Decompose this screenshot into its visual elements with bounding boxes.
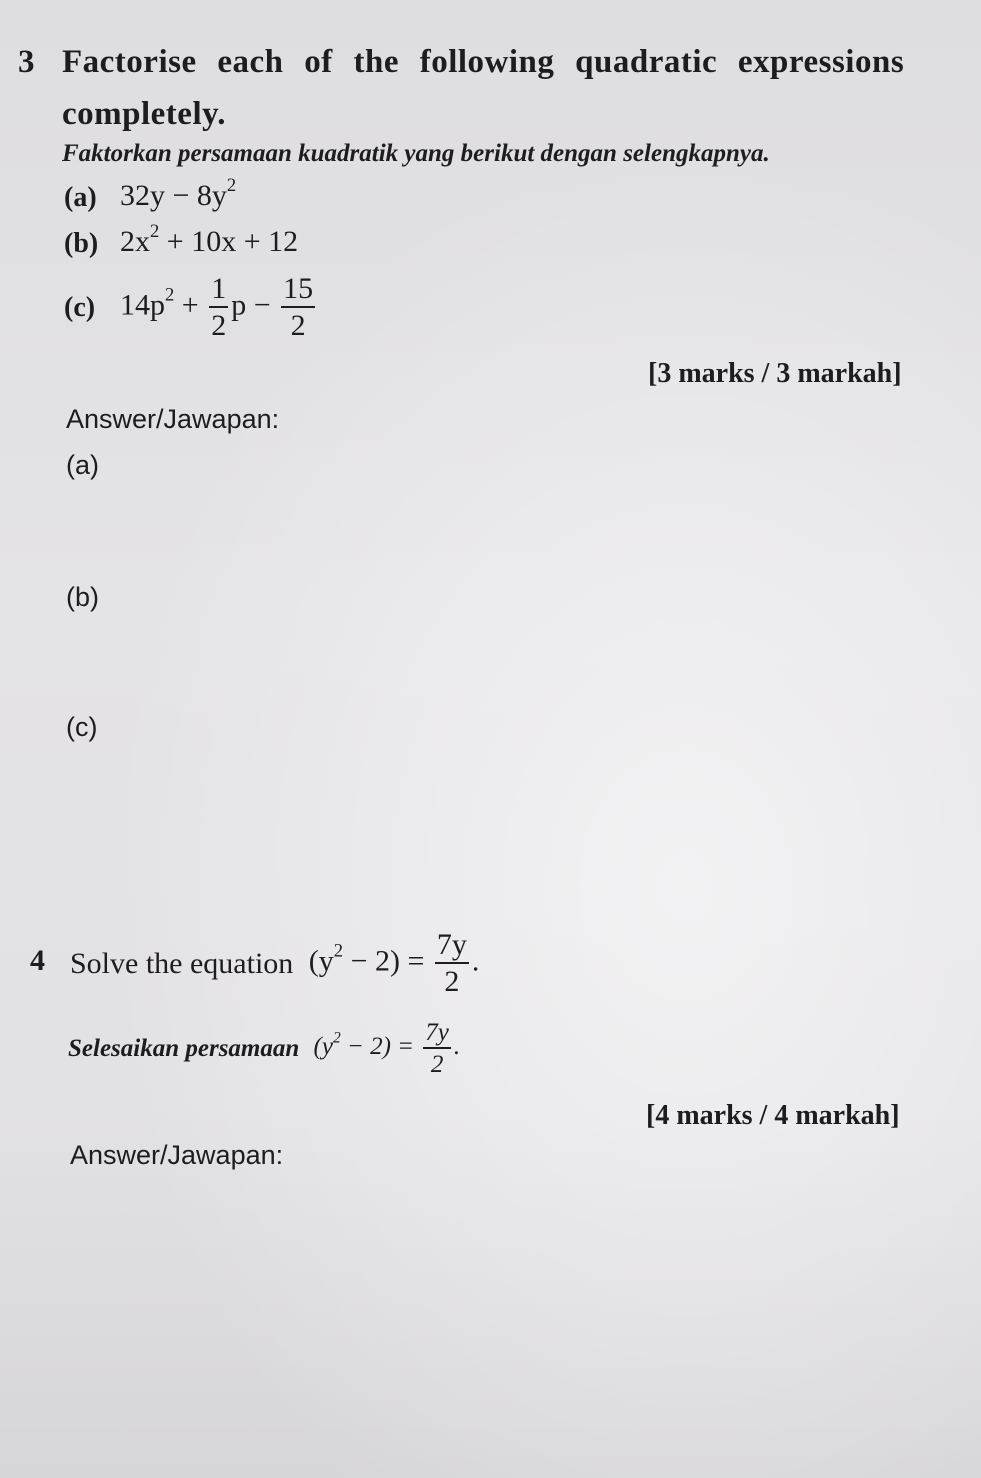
q4-eq-den: 2 [444, 965, 460, 998]
q4-eq-lhs: (y [308, 944, 334, 978]
part-b-expression [120, 221, 299, 259]
answer-part-a-label: (a) [66, 450, 99, 480]
answer-part-c-label: (c) [66, 712, 98, 742]
part-c-term1: 14p [120, 288, 165, 322]
question-4-instruction: Solve the equation [70, 946, 294, 980]
q4-ms-eq-lhs-end: − 2) = [346, 1033, 415, 1061]
q4-eq-lhs-end: − 2) = [350, 944, 425, 978]
part-c-frac2-num: 15 [281, 274, 315, 308]
question-3-number: 3 [18, 44, 35, 80]
question-4-equation-ms [314, 1020, 461, 1077]
question-3-marks: [3 marks / 3 markah] [648, 358, 902, 389]
question-4-number: 4 [30, 944, 45, 977]
part-c-minus: − [253, 288, 271, 322]
question-4-instruction-line [70, 930, 479, 997]
q4-ms-eq-end: . [453, 1033, 461, 1061]
q4-eq-end: . [471, 944, 480, 978]
question-3-instruction-line1: Factorise each of the following quadratic expressions [62, 44, 905, 80]
question-4-instruction-ms: Selesaikan persamaan [68, 1034, 300, 1062]
q4-eq-num: 7y [435, 930, 469, 964]
part-b-expr2: + 10x + 12 [166, 225, 299, 258]
answer-part-b-label: (b) [66, 582, 99, 612]
part-a-expression [120, 175, 237, 213]
part-c-var: p [231, 288, 247, 322]
question-4-instruction-ms-line [68, 1020, 460, 1077]
question-3-instruction-ms: Faktorkan persamaan kuadratik yang berikut dengan selengkapnya. [62, 140, 770, 167]
question-4-answer-label: Answer/Jawapan: [70, 1140, 284, 1170]
q4-ms-eq-fraction [423, 1020, 451, 1077]
part-b-label: (b) [64, 228, 99, 259]
part-b-expr1: 2x [120, 225, 150, 258]
part-c-fraction-1 [209, 274, 228, 341]
part-a-label: (a) [64, 182, 97, 213]
q4-ms-eq-lhs: (y [313, 1033, 333, 1061]
part-c-expression [120, 274, 318, 341]
part-b-exponent: 2 [150, 221, 160, 243]
part-c-exponent: 2 [165, 284, 175, 306]
question-4-equation [309, 930, 480, 997]
part-c-frac2-den: 2 [290, 309, 306, 342]
question-3-instruction-line2: completely. [62, 96, 227, 132]
q4-ms-eq-exp: 2 [332, 1029, 341, 1047]
part-a-expr: 32y − 8y [120, 179, 227, 212]
part-c-plus: + [181, 288, 199, 322]
q4-ms-eq-num: 7y [423, 1020, 451, 1049]
part-c-frac1-den: 2 [211, 309, 227, 342]
q4-eq-exp: 2 [333, 940, 344, 962]
part-c-frac1-num: 1 [209, 274, 228, 308]
question-3-answer-label: Answer/Jawapan: [66, 404, 280, 434]
part-a-exponent: 2 [226, 175, 237, 197]
part-c-label: (c) [64, 292, 96, 323]
q4-ms-eq-den: 2 [430, 1051, 444, 1078]
q4-eq-fraction [435, 930, 469, 997]
question-4-marks: [4 marks / 4 markah] [646, 1100, 900, 1131]
part-c-fraction-2 [281, 274, 315, 341]
